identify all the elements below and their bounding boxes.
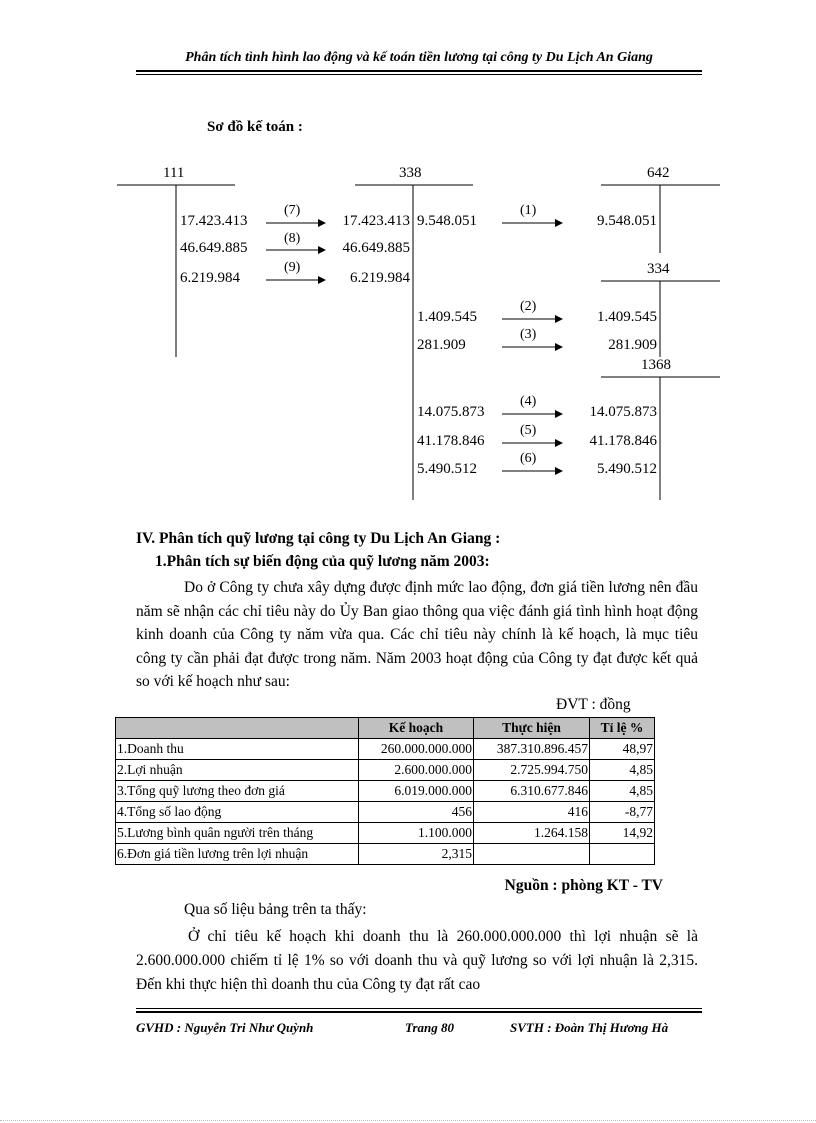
entry-credit-amount: 17.423.413 [342,213,410,229]
table-cell: 4.Tổng số lao động [116,802,359,823]
entry-debit-amount: 14.075.873 [417,404,485,420]
entry-credit-amount: 6.219.984 [350,270,410,286]
table-header-row [116,718,655,739]
table-cell: 416 [474,802,590,823]
account-label-338: 338 [399,165,422,181]
body-paragraph [136,576,698,694]
account-label-1368: 1368 [641,357,671,373]
table-cell: 6.310.677.846 [474,781,590,802]
entry-credit-amount: 41.178.846 [589,433,657,449]
analysis-paragraph [136,925,698,997]
table-cell: 6.Đơn giá tiền lương trên lợi nhuận [116,844,359,865]
table-cell [590,844,655,865]
table-cell [474,844,590,865]
entry-credit-amount: 46.649.885 [342,240,410,256]
table-header-cell: Kế hoạch [359,718,474,739]
table-cell: 2.600.000.000 [359,760,474,781]
entry-debit-amount: 9.548.051 [417,213,477,229]
account-label-334: 334 [647,261,670,277]
entry-tag: (8) [284,231,301,246]
table-row [116,760,655,781]
analysis-intro: Qua số liệu bảng trên ta thấy: [184,901,367,918]
entry-tag: (1) [520,203,537,218]
analysis-text [136,925,698,997]
entry-credit-amount: 281.909 [608,337,657,353]
account-label-111: 111 [163,165,185,181]
entry-tag: (7) [284,203,301,218]
diagram-title: Sơ đồ kế toán : [207,119,303,135]
table-row [116,802,655,823]
entry-tag: (4) [520,394,537,409]
entry-credit-amount: 14.075.873 [589,404,657,420]
accounting-diagram [0,0,816,520]
entry-debit-amount: 46.649.885 [180,240,248,256]
table-source: Nguồn : phòng KT - TV [504,877,663,894]
table-cell: -8,77 [590,802,655,823]
entry-tag: (6) [520,451,537,466]
table-cell: 14,92 [590,823,655,844]
table-cell: 1.100.000 [359,823,474,844]
section-heading: IV. Phân tích quỹ lương tại công ty Du Lịch An Giang : [136,530,501,547]
table-cell: 6.019.000.000 [359,781,474,802]
entry-tag: (9) [284,260,301,275]
footer-student: SVTH : Đoàn Thị Hương Hà [510,1020,669,1035]
entry-tag: (2) [520,299,537,314]
entry-credit-amount: 1.409.545 [597,309,657,325]
table-cell: 4,85 [590,760,655,781]
table-cell: 3.Tổng quỹ lương theo đơn giá [116,781,359,802]
entry-debit-amount: 5.490.512 [417,461,477,477]
account-label-642: 642 [647,165,670,181]
footer-page-number: Trang 80 [405,1020,454,1035]
footer-advisor: GVHD : Nguyễn Tri Như Quỳnh [136,1020,314,1035]
table-header-cell: Tỉ lệ % [590,718,655,739]
table-header-cell [116,718,359,739]
page-bottom-dotted-line [0,1120,816,1121]
plan-vs-actual-table [115,717,655,865]
table-cell: 456 [359,802,474,823]
entry-tag: (3) [520,327,537,342]
paragraph-text: Do ở Công ty chưa xây dựng được định mức lao động, đơn giá tiền lương nên đầu năm sẽ nhận các chỉ tiêu này do Ủy Ban giao thông qua việc đánh giá tình hình hoạt động kinh doanh của Công ty năm vừa qua. Các chỉ tiêu này chính là kế hoạch, là mục tiêu công ty cần phải đạt được trong năm. Năm 2003 hoạt động của Công ty đạt được kết quả so với kế hoạch như sau: [136,579,698,690]
entry-debit-amount: 1.409.545 [417,309,477,325]
table-row [116,781,655,802]
table-row [116,739,655,760]
table-row [116,844,655,865]
entry-tag: (5) [520,423,537,438]
footer-rule [136,1008,702,1009]
table-cell: 48,97 [590,739,655,760]
entry-debit-amount: 6.219.984 [180,270,240,286]
table-row [116,823,655,844]
table-cell: 5.Lương bình quân người trên tháng [116,823,359,844]
analysis-body: Ở chỉ tiêu kế hoạch khi doanh thu là 260.000.000.000 thì lợi nhuận sẽ là 2.600.000.000 chiếm tỉ lệ 1% so với doanh thu và quỹ lương so với lợi nhuận là 2,315. Đến khi thực hiện thì doanh thu của Công ty đạt rất cao [136,928,698,993]
unit-label: ĐVT : đồng [556,696,631,713]
table-cell: 260.000.000.000 [359,739,474,760]
entry-debit-amount: 41.178.846 [417,433,485,449]
table-cell: 2,315 [359,844,474,865]
page-header-title: Phân tích tình hình lao động và kế toán tiền lương tại công ty Du Lịch An Giang [185,50,653,65]
table-cell: 2.725.994.750 [474,760,590,781]
table-cell: 2.Lợi nhuận [116,760,359,781]
footer-rule-thick [136,1011,702,1013]
subsection-heading: 1.Phân tích sự biến động của quỹ lương năm 2003: [155,553,490,570]
entry-credit-amount: 5.490.512 [597,461,657,477]
table-cell: 387.310.896.457 [474,739,590,760]
entry-credit-amount: 9.548.051 [597,213,657,229]
table-cell: 1.Doanh thu [116,739,359,760]
table-cell: 4,85 [590,781,655,802]
table-cell: 1.264.158 [474,823,590,844]
entry-debit-amount: 281.909 [417,337,466,353]
table-header-cell: Thực hiện [474,718,590,739]
entry-debit-amount: 17.423.413 [180,213,248,229]
